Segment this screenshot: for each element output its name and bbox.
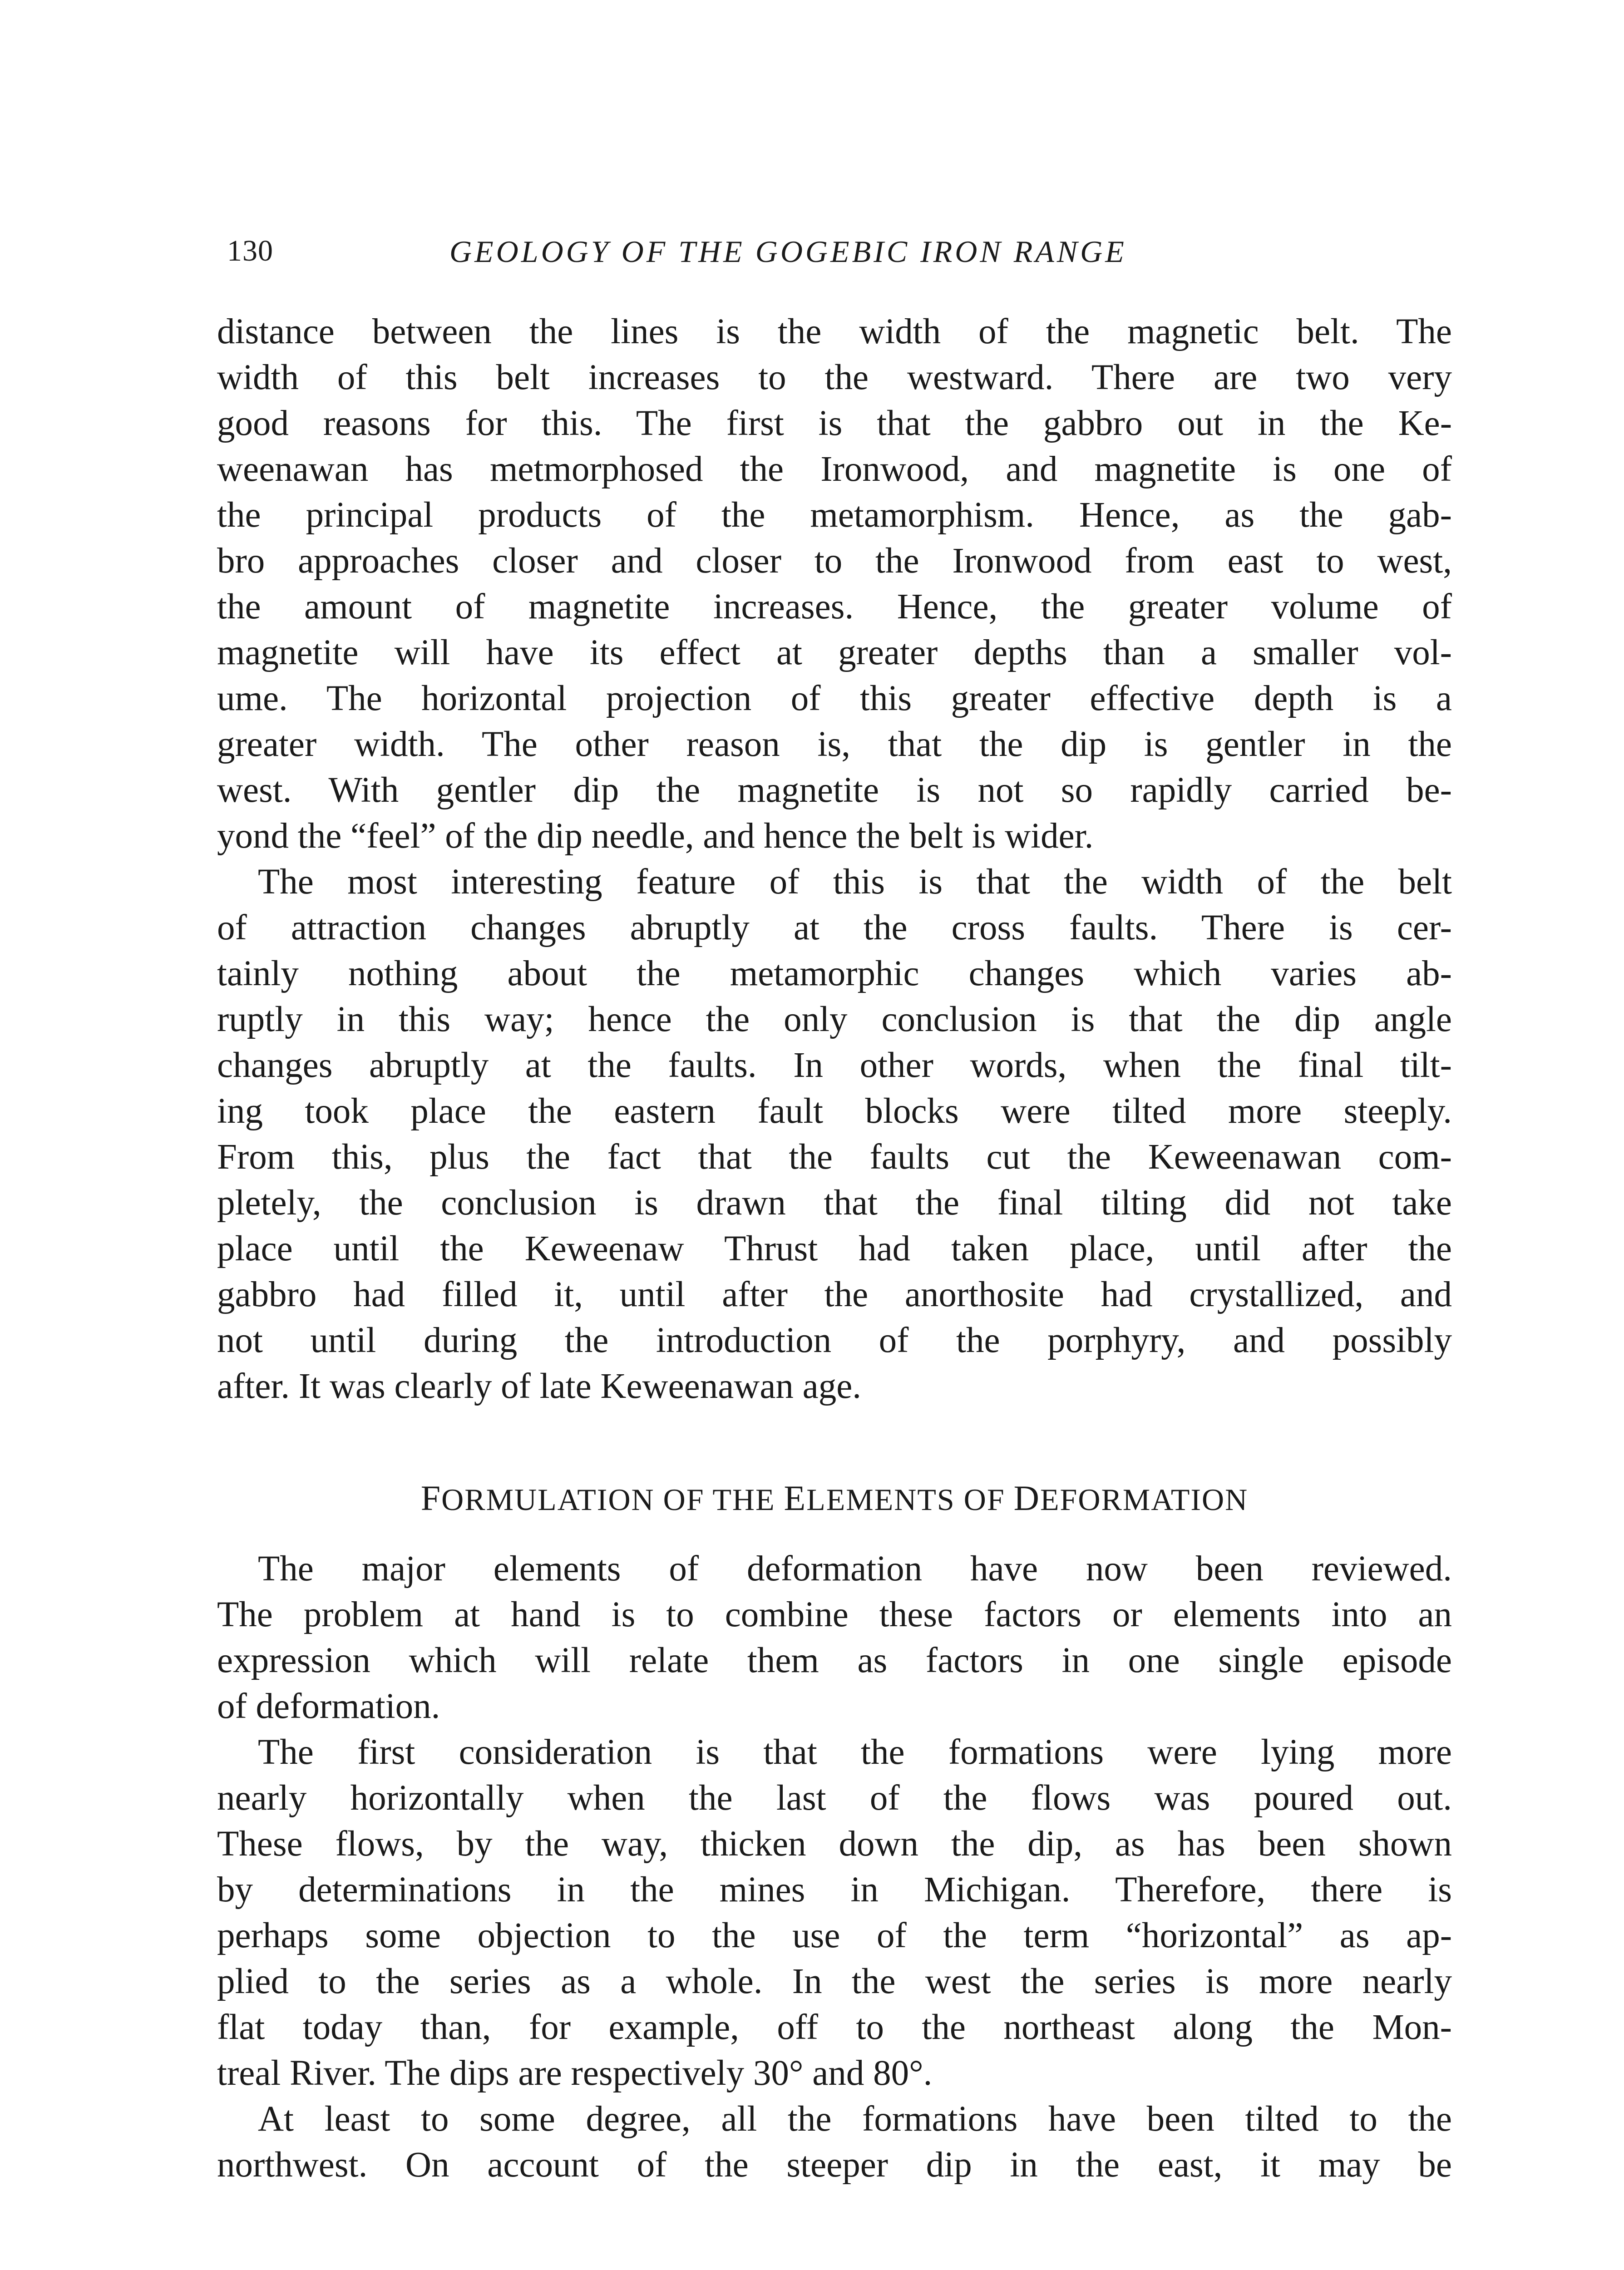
text-line: expression which will relate them as factors in one single episode <box>217 1641 1452 1680</box>
text-line: ing took place the eastern fault blocks were tilted more steeply. <box>217 1091 1452 1131</box>
body-text-top <box>217 309 1452 1409</box>
text-line: ume. The horizontal projection of this greater effective depth is a <box>217 679 1452 718</box>
text-line: yond the “feel” of the dip needle, and hence the belt is wider. <box>217 816 1094 856</box>
text-line: From this, plus the fact that the faults cut the Keweenawan com- <box>217 1137 1452 1177</box>
text-line: bro approaches closer and closer to the Ironwood from east to west, <box>217 541 1452 581</box>
text-line: flat today than, for example, off to the northeast along the Mon- <box>217 2008 1452 2047</box>
text-line: At least to some degree, all the formations have been tilted to the <box>258 2099 1452 2139</box>
text-line: magnetite will have its effect at greater depths than a smaller vol- <box>217 633 1452 672</box>
section-heading: FORMULATION OF THE ELEMENTS OF DEFORMATION <box>420 1478 1249 1518</box>
text-line: The problem at hand is to combine these factors or elements into an <box>217 1595 1452 1634</box>
text-line: The major elements of deformation have now been reviewed. <box>258 1549 1452 1589</box>
text-line: place until the Keweenaw Thrust had taken place, until after the <box>217 1229 1452 1268</box>
text-line: The most interesting feature of this is that the width of the belt <box>258 862 1452 902</box>
text-line: width of this belt increases to the westward. There are two very <box>217 358 1452 397</box>
text-line: not until during the introduction of the porphyry, and possibly <box>217 1321 1452 1360</box>
running-title: GEOLOGY OF THE GOGEBIC IRON RANGE <box>449 234 1127 269</box>
text-line: ruptly in this way; hence the only conclusion is that the dip angle <box>217 1000 1452 1039</box>
body-text-bottom <box>217 1546 1452 2188</box>
text-line: perhaps some objection to the use of the term “horizontal” as ap- <box>217 1916 1452 1955</box>
text-line: treal River. The dips are respectively 30° and 80°. <box>217 2053 933 2093</box>
text-line: These flows, by the way, thicken down the dip, as has been shown <box>217 1824 1452 1864</box>
text-line: nearly horizontally when the last of the flows was poured out. <box>217 1778 1452 1818</box>
text-line: The first consideration is that the formations were lying more <box>258 1732 1452 1772</box>
text-line: the amount of magnetite increases. Hence, the greater volume of <box>217 587 1452 627</box>
text-line: of attraction changes abruptly at the cross faults. There is cer- <box>217 908 1452 947</box>
text-line: greater width. The other reason is, that the dip is gentler in the <box>217 725 1452 764</box>
text-line: weenawan has metmorphosed the Ironwood, and magnetite is one of <box>217 449 1452 489</box>
text-line: distance between the lines is the width of the magnetic belt. The <box>217 312 1452 351</box>
text-line: northwest. On account of the steeper dip in the east, it may be <box>217 2145 1452 2185</box>
page-number: 130 <box>227 234 273 267</box>
text-line: the principal products of the metamorphism. Hence, as the gab- <box>217 495 1452 535</box>
text-line: plied to the series as a whole. In the west the series is more nearly <box>217 1962 1452 2001</box>
text-line: tainly nothing about the metamorphic changes which varies ab- <box>217 954 1452 993</box>
text-line: pletely, the conclusion is drawn that the final tilting did not take <box>217 1183 1452 1223</box>
running-head <box>227 234 1439 275</box>
text-line: changes abruptly at the faults. In other words, when the final tilt- <box>217 1046 1452 1085</box>
text-line: of deformation. <box>217 1687 440 1726</box>
text-line: gabbro had filled it, until after the anorthosite had crystallized, and <box>217 1275 1452 1314</box>
text-line: by determinations in the mines in Michigan. Therefore, there is <box>217 1870 1452 1910</box>
text-line: after. It was clearly of late Keweenawan age. <box>217 1367 862 1406</box>
text-line: west. With gentler dip the magnetite is not so rapidly carried be- <box>217 770 1452 810</box>
text-line: good reasons for this. The first is that the gabbro out in the Ke- <box>217 404 1452 443</box>
